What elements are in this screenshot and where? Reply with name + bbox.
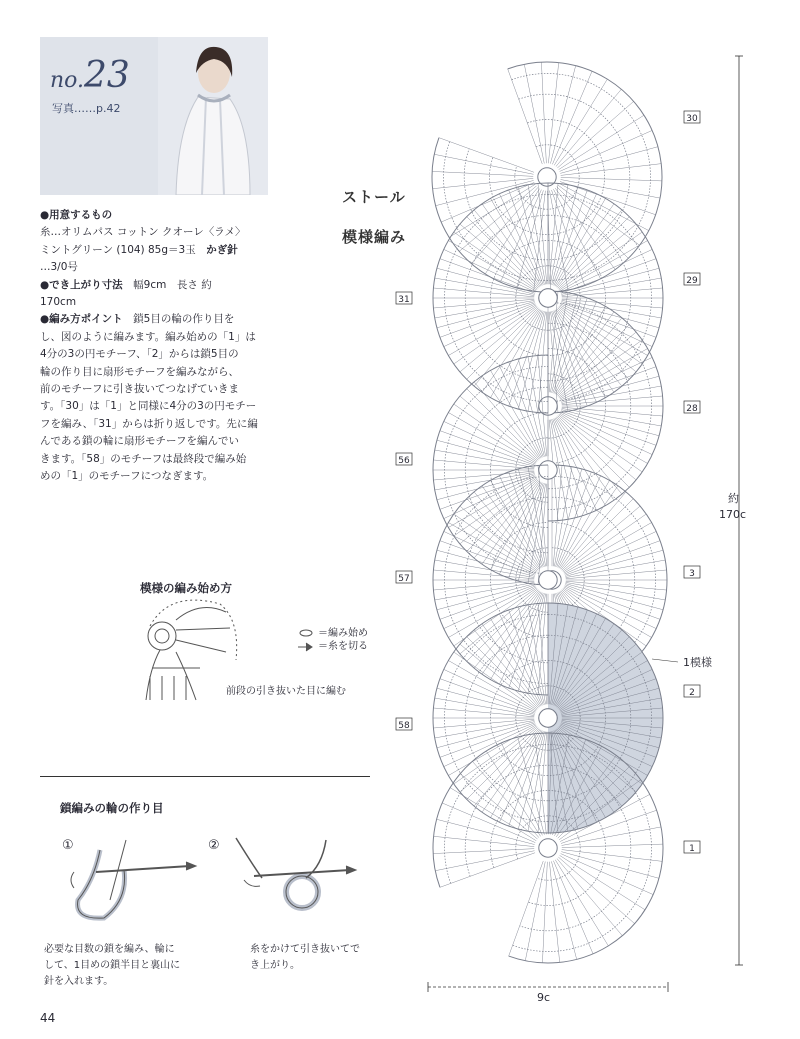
diagram-title-pattern: 模様編み bbox=[342, 228, 407, 246]
points-text: す。「30」は「1」と同様に4分の3の円モチー bbox=[40, 400, 257, 413]
motif-label-58: 58 bbox=[398, 721, 410, 731]
points-text: 4分の3の円モチーフ、「2」からは鎖5目の bbox=[40, 348, 239, 361]
photo-reference: 写真……p.42 bbox=[52, 102, 121, 115]
points-text: 輪の作り目に扇形モチーフを編みながら、 bbox=[40, 365, 239, 378]
motif-label-31: 31 bbox=[398, 295, 410, 305]
points-text: し、図のように編みます。編み始めの「1」は bbox=[40, 330, 256, 343]
points-text: フを編み、「31」からは折り返しです。先に編 bbox=[40, 417, 258, 430]
step2-caption-2: き上がり。 bbox=[250, 960, 300, 971]
motif-28 bbox=[539, 291, 663, 521]
width-label: 9c bbox=[537, 991, 551, 1004]
size-length: 170cm bbox=[40, 296, 77, 309]
repeat-label: 1模様 bbox=[683, 656, 712, 669]
points-text: きます。「58」のモチーフは最終段で編み始 bbox=[40, 452, 247, 465]
motif-label-3: 3 bbox=[689, 569, 695, 579]
chain-ring-step1-drawing bbox=[71, 840, 196, 918]
motif-label-2: 2 bbox=[689, 688, 695, 698]
motif-58 bbox=[433, 603, 557, 833]
step1-number: ① bbox=[62, 838, 74, 853]
motif-label-56: 56 bbox=[398, 456, 410, 466]
motif-label-30: 30 bbox=[686, 114, 698, 124]
step1-caption-1: 必要な目数の鎖を編み、輪に bbox=[44, 944, 175, 955]
motif-30 bbox=[432, 62, 662, 292]
chain-ring-heading: 鎖編みの輪の作り目 bbox=[60, 801, 164, 815]
step2-caption-1: 糸をかけて引き抜いてで bbox=[250, 944, 360, 955]
length-label-value: 170c bbox=[719, 508, 747, 521]
length-label-approx: 約 bbox=[728, 492, 739, 505]
start-note: 前段の引き抜いた目に編む bbox=[226, 686, 346, 697]
materials-yarn: 糸…オリムパス コットン クオーレ〈ラメ〉 bbox=[40, 226, 246, 239]
step1-caption-3: 針を入れます。 bbox=[44, 976, 114, 987]
points-text: んである鎖の輪に扇形モチーフを編んでい bbox=[40, 435, 239, 448]
points-line: ●編み方ポイント 鎖5目の輪の作り目を bbox=[40, 313, 235, 326]
points-text: めの「1」のモチーフにつなぎます。 bbox=[40, 470, 214, 483]
legend-start-label: ＝編み始め bbox=[318, 628, 368, 639]
start-diagram-drawing bbox=[146, 600, 312, 700]
legend-cut-label: ＝糸を切る bbox=[318, 641, 368, 652]
size-line: ●でき上がり寸法 幅9cm 長さ 約 bbox=[40, 278, 212, 291]
motif-label-57: 57 bbox=[398, 574, 410, 584]
pattern-number: no.23 bbox=[50, 55, 130, 96]
motif-label-28: 28 bbox=[686, 404, 698, 414]
materials-heading: ●用意するもの bbox=[40, 209, 113, 221]
motif-label-29: 29 bbox=[686, 276, 698, 286]
materials-yarn-color: ミントグリーン (104) 85g＝3玉 かぎ針 bbox=[40, 243, 238, 256]
motif-57 bbox=[433, 465, 557, 695]
points-text: 前のモチーフに引き抜いてつなげていきま bbox=[40, 383, 239, 396]
start-diagram-title: 模様の編み始め方 bbox=[140, 581, 232, 595]
step2-number: ② bbox=[208, 838, 220, 853]
page-number: 44 bbox=[40, 1011, 56, 1025]
chain-ring-step2-drawing bbox=[236, 838, 356, 908]
motif-label-1: 1 bbox=[689, 844, 695, 854]
step1-caption-2: して、1目めの鎖半目と裏山に bbox=[44, 960, 181, 971]
motif-chart bbox=[432, 62, 667, 963]
diagram-title-stole: ストール bbox=[342, 188, 406, 206]
materials-hook: …3/0号 bbox=[40, 261, 78, 274]
